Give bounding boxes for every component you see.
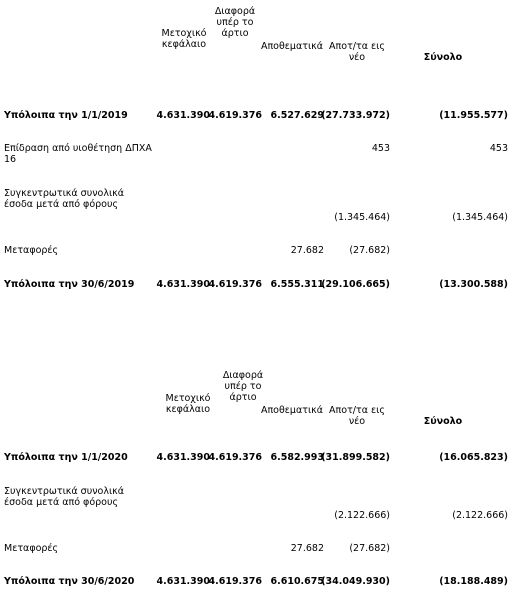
- header-share-premium: Διαφορά υπέρ το άρτιο: [222, 370, 264, 403]
- row-label: Συγκεντρωτικά συνολικά έσοδα μετά από φόρους: [4, 188, 125, 210]
- row-label: Επίδραση από υιοθέτηση ΔΠΧΑ 16: [4, 143, 152, 165]
- header-share-capital: Μετοχικό κεφάλαιο: [161, 28, 207, 50]
- cell-retained: (31.899.582): [321, 452, 390, 463]
- cell-retained: (2.122.666): [334, 510, 390, 521]
- cell-share-capital: 4.631.390: [156, 576, 210, 587]
- header-share-premium: Διαφορά υπέρ το άρτιο: [214, 6, 256, 39]
- cell-total: (11.955.577): [439, 110, 508, 121]
- cell-reserves: 6.610.675: [270, 576, 324, 587]
- cell-retained: (29.106.665): [321, 279, 390, 290]
- header-total: Σύνολο: [423, 52, 463, 63]
- header-retained-earnings: Αποτ/τα εις νέο: [329, 405, 385, 427]
- cell-reserves: 6.555.311: [270, 279, 324, 290]
- header-total: Σύνολο: [423, 416, 463, 427]
- header-reserves: Αποθεματικά: [260, 41, 324, 52]
- cell-total: 453: [489, 143, 508, 154]
- row-label: Υπόλοιπα την 30/6/2019: [4, 279, 135, 290]
- cell-share-premium: 4.619.376: [208, 279, 262, 290]
- cell-retained: (27.682): [349, 543, 390, 554]
- cell-retained: (27.733.972): [321, 110, 390, 121]
- cell-total: (2.122.666): [452, 510, 508, 521]
- cell-retained: (34.049.930): [321, 576, 390, 587]
- cell-reserves: 6.527.629: [270, 110, 324, 121]
- cell-total: (1.345.464): [452, 212, 508, 223]
- row-label: Συγκεντρωτικά συνολικά έσοδα μετά από φόρους: [4, 486, 125, 508]
- cell-share-capital: 4.631.390: [156, 110, 210, 121]
- cell-retained: 453: [371, 143, 390, 154]
- cell-share-premium: 4.619.376: [208, 576, 262, 587]
- header-reserves: Αποθεματικά: [260, 405, 324, 416]
- row-label: Υπόλοιπα την 30/6/2020: [4, 576, 135, 587]
- cell-total: (16.065.823): [439, 452, 508, 463]
- header-share-capital: Μετοχικό κεφάλαιο: [165, 393, 211, 415]
- cell-total: (13.300.588): [439, 279, 508, 290]
- row-label: Υπόλοιπα την 1/1/2020: [4, 452, 128, 463]
- cell-retained: (27.682): [349, 245, 390, 256]
- cell-reserves: 27.682: [290, 245, 324, 256]
- row-label: Μεταφορές: [4, 245, 59, 256]
- cell-retained: (1.345.464): [334, 212, 390, 223]
- cell-share-premium: 4.619.376: [208, 110, 262, 121]
- cell-reserves: 27.682: [290, 543, 324, 554]
- cell-share-capital: 4.631.390: [156, 279, 210, 290]
- header-retained-earnings: Αποτ/τα εις νέο: [329, 41, 385, 63]
- row-label: Μεταφορές: [4, 543, 59, 554]
- cell-total: (18.188.489): [439, 576, 508, 587]
- cell-share-capital: 4.631.390: [156, 452, 210, 463]
- cell-share-premium: 4.619.376: [208, 452, 262, 463]
- row-label: Υπόλοιπα την 1/1/2019: [4, 110, 128, 121]
- cell-reserves: 6.582.993: [270, 452, 324, 463]
